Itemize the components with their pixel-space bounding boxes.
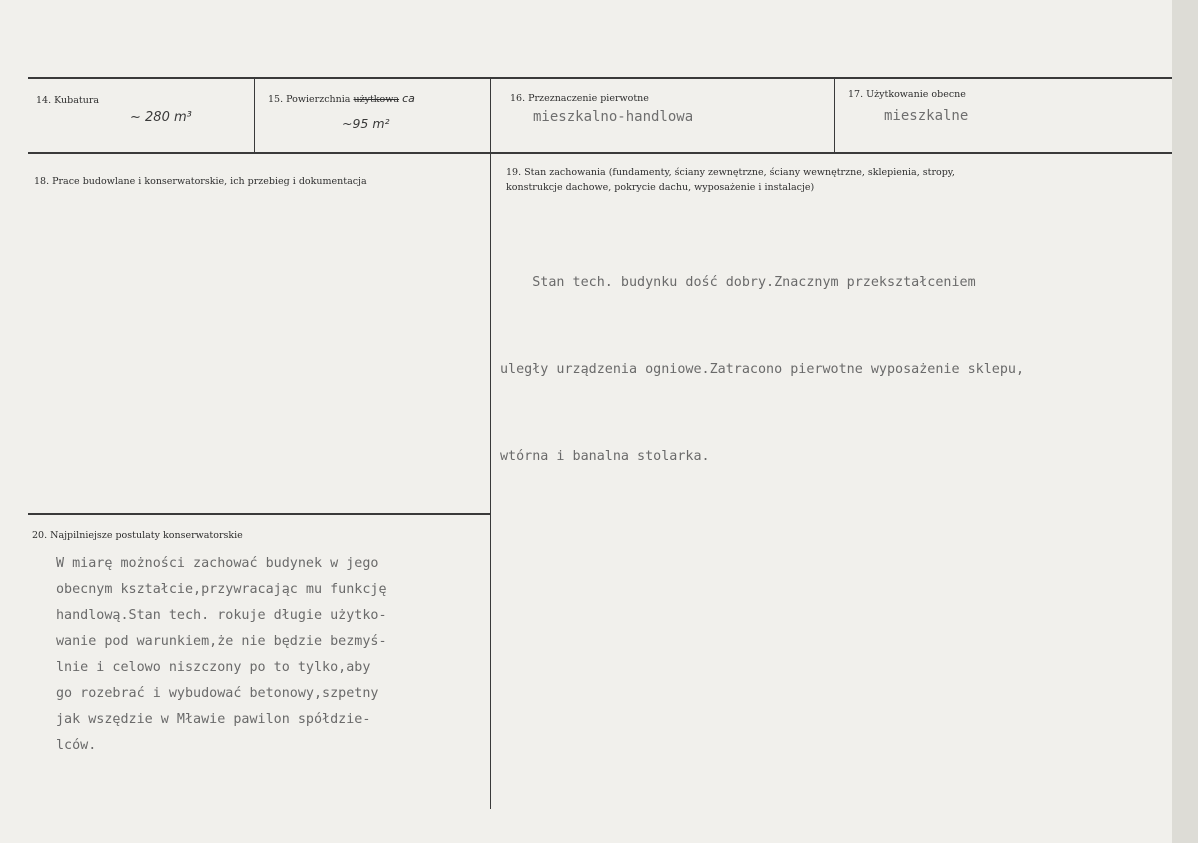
field-20-text-line: go rozebrać i wybudować betonowy,szpetny — [56, 686, 379, 701]
top-rule — [28, 77, 1172, 79]
field-20-text-line: obecnym kształcie,przywracając mu funkcję — [56, 582, 387, 597]
field-16-label: 16. Przeznaczenie pierwotne — [510, 93, 649, 104]
field-19-label-line-1: 19. Stan zachowania (fundamenty, ściany zewnętrzne, ściany wewnętrzne, sklepienia, stropy, — [506, 167, 955, 178]
field-20-text-line: W miarę możności zachować budynek w jego — [56, 556, 379, 571]
field-20-text-line: lnie i celowo niszczony po to tylko,aby — [56, 660, 371, 675]
field-15-label-hand: ca — [402, 92, 415, 105]
col-divider-2 — [490, 77, 491, 809]
row-divider — [28, 152, 1172, 154]
field-16-value: mieszkalno-handlowa — [533, 109, 694, 125]
field-20-text-line: lców. — [56, 738, 97, 753]
field-19-label-line-2: konstrukcje dachowe, pokrycie dachu, wyposażenie i instalacje) — [506, 182, 815, 193]
field-20-text — [56, 551, 387, 759]
field-15-label — [268, 92, 415, 107]
field-18-label: 18. Prace budowlane i konserwatorskie, ich przebieg i dokumentacja — [34, 176, 367, 187]
field-19-text-line: Stan tech. budynku dość dobry.Znacznym przekształceniem — [500, 275, 976, 290]
section-20-top-rule — [28, 513, 490, 515]
field-14-value: ~ 280 m³ — [130, 110, 192, 125]
field-15-label-prefix: 15. Powierzchnia — [268, 94, 351, 105]
field-20-text-line: wanie pod warunkiem,że nie będzie bezmyś- — [56, 634, 387, 649]
field-19-text-line: uległy urządzenia ogniowe.Zatracono pierwotne wyposażenie sklepu, — [500, 362, 1025, 377]
field-19-text — [500, 210, 1024, 529]
paper-edge — [1172, 0, 1198, 843]
field-17-value: mieszkalne — [884, 108, 969, 124]
field-20-label: 20. Najpilniejsze postulaty konserwatorskie — [32, 530, 243, 541]
field-14-label: 14. Kubatura — [36, 95, 100, 106]
field-19-text-line: wtórna i banalna stolarka. — [500, 449, 710, 464]
field-15-label-struck: użytkowa — [353, 94, 400, 105]
col-divider-3 — [834, 77, 835, 153]
col-divider-1 — [254, 77, 255, 153]
field-17-label: 17. Użytkowanie obecne — [848, 89, 966, 100]
field-20-text-line: handlową.Stan tech. rokuje długie użytko- — [56, 608, 387, 623]
field-15-value: ~95 m² — [342, 116, 390, 131]
field-20-text-line: jak wszędzie w Mławie pawilon spółdzie- — [56, 712, 371, 727]
